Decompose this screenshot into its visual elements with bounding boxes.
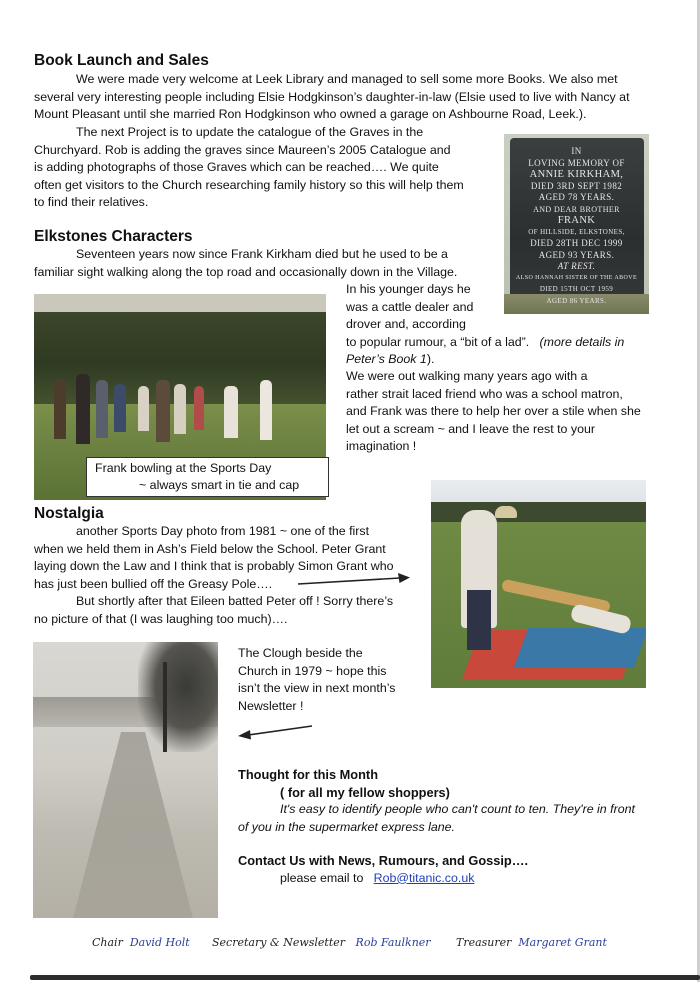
caption-line: ~ always smart in tie and cap xyxy=(139,478,300,492)
book-launch-para2 xyxy=(34,124,504,212)
elkstones-para2 xyxy=(346,368,666,456)
treasurer-name: Margaret Grant xyxy=(518,936,607,949)
caption-line: isn’t the view in next month’s xyxy=(238,681,396,696)
text-line: rather strait laced friend who was a school matron, xyxy=(346,386,623,401)
caption-line: Church in 1979 ~ hope this xyxy=(238,663,387,678)
text-line: and Frank was there to help her over a stile when she xyxy=(346,404,641,419)
email-link[interactable]: Rob@titanic.co.uk xyxy=(373,870,475,885)
inscription-line: DIED 3RD SEPT 1982 xyxy=(530,180,623,191)
arrow-left-icon xyxy=(236,724,314,740)
arrow-right-icon xyxy=(296,572,412,588)
inscription-line: FRANK xyxy=(557,215,596,226)
secretary-label: Secretary & Newsletter xyxy=(212,936,346,949)
heading-book-launch: Book Launch and Sales xyxy=(34,52,209,69)
chair-label: Chair xyxy=(92,936,123,949)
email-prefix: please email to xyxy=(280,870,364,885)
inscription-line: LOVING MEMORY OF xyxy=(528,157,625,168)
text-line: imagination ! xyxy=(346,439,417,454)
contact-heading: Contact Us with News, Rumours, and Gossip…. xyxy=(238,853,529,868)
inscription-line: DIED 15TH OCT 1959 xyxy=(539,285,614,293)
inscription-line: OF HILLSIDE, ELKSTONES, xyxy=(528,227,625,236)
caption-line: Newsletter ! xyxy=(238,698,304,713)
inscription-line: IN xyxy=(571,146,582,156)
text-line: familiar sight walking along the top road and occasionally down in the Village. xyxy=(34,264,458,279)
text-line: Mount Pleasant until she married Ron Hodgkinson who owned a garage on Ashbourne Road, Leek.). xyxy=(34,107,587,122)
text-line: We were made very welcome at Leek Library and managed to sell some more Books. We also met xyxy=(76,72,618,86)
text-line: laying down the Law and I think that is probably Simon Grant who xyxy=(34,559,394,574)
text-line: But shortly after that Eileen batted Peter off ! Sorry there’s xyxy=(76,594,394,609)
thought-text-line: of you in the supermarket express lane. xyxy=(238,819,455,834)
inscription-line: ANNIE KIRKHAM, xyxy=(529,169,624,180)
text-line: several very interesting people including Elsie Hodgkinson’s daughter-in-law (Elsie used to live with Nancy at xyxy=(34,89,630,104)
footer-chair xyxy=(92,936,190,949)
inscription-line: ALSO HANNAH SISTER OF THE ABOVE xyxy=(515,274,638,281)
heading-nostalgia: Nostalgia xyxy=(34,505,104,522)
greasy-pole-photo xyxy=(431,480,646,688)
clough-caption xyxy=(238,645,438,715)
inscription-line: AT REST. xyxy=(557,261,596,271)
inscription-line: AGED 78 YEARS. xyxy=(538,192,615,202)
text-span: ). xyxy=(426,352,435,367)
sports-day-caption xyxy=(86,457,329,497)
inscription-line: AGED 86 YEARS. xyxy=(546,296,607,305)
text-line xyxy=(346,351,666,369)
text-line: The next Project is to update the catalogue of the Graves in the xyxy=(76,125,424,139)
contact-email-line xyxy=(238,870,658,888)
text-line: Churchyard. Rob is adding the graves since Maureen’s 2005 Catalogue and xyxy=(34,142,451,157)
text-line: was a cattle dealer and xyxy=(346,299,474,314)
text-line: to find their relatives. xyxy=(34,195,149,210)
text-line: is adding photographs of those Graves which can be reached…. We quite xyxy=(34,160,439,175)
book-reference: Peter’s Book 1 xyxy=(346,352,427,367)
caption-line: Frank bowling at the Sports Day xyxy=(95,461,272,475)
footer-secretary xyxy=(212,936,431,949)
clough-snow-photo xyxy=(33,642,218,918)
text-line: let out a scream ~ and I leave the rest to your xyxy=(346,421,595,436)
page-edge-bottom xyxy=(30,975,700,980)
footer-treasurer xyxy=(456,936,607,949)
text-line: Seventeen years now since Frank Kirkham died but he used to be a xyxy=(76,247,448,261)
inscription-line: AGED 93 YEARS. xyxy=(538,249,615,260)
more-details-note: (more details in xyxy=(539,334,625,349)
inscription-line: DIED 28TH DEC 1999 xyxy=(530,238,623,248)
heading-elkstones: Elkstones Characters xyxy=(34,228,193,245)
thought-heading: Thought for this Month xyxy=(238,767,379,782)
inscription-line: AND DEAR BROTHER xyxy=(533,204,620,214)
treasurer-label: Treasurer xyxy=(456,936,512,949)
text-line: drover and, according xyxy=(346,317,466,332)
caption-line: The Clough beside the xyxy=(238,646,363,660)
thought-section xyxy=(238,766,658,836)
elkstones-para1 xyxy=(34,246,504,281)
text-line: when we held them in Ash’s Field below the School. Peter Grant xyxy=(34,541,386,556)
text-line xyxy=(346,334,666,352)
text-line: often get visitors to the Church researching family history so this will help them xyxy=(34,177,464,192)
chair-name: David Holt xyxy=(129,936,190,949)
secretary-name: Rob Faulkner xyxy=(355,936,431,949)
text-line: In his younger days he xyxy=(346,282,471,296)
thought-subheading: ( for all my fellow shoppers) xyxy=(280,784,450,800)
text-line: has just been bullied off the Greasy Pole…. xyxy=(34,576,273,591)
elkstones-para1-cont xyxy=(346,281,666,369)
thought-text-line: It's easy to identify people who can't count to ten. They're in front xyxy=(280,802,635,817)
contact-section xyxy=(238,852,658,887)
text-span: to popular rumour, a “bit of a lad”. xyxy=(346,334,530,349)
book-launch-para1 xyxy=(34,71,654,124)
text-line: no picture of that (I was laughing too much)…. xyxy=(34,611,288,626)
text-line: We were out walking many years ago with a xyxy=(346,369,588,383)
text-line: another Sports Day photo from 1981 ~ one of the first xyxy=(76,524,370,538)
